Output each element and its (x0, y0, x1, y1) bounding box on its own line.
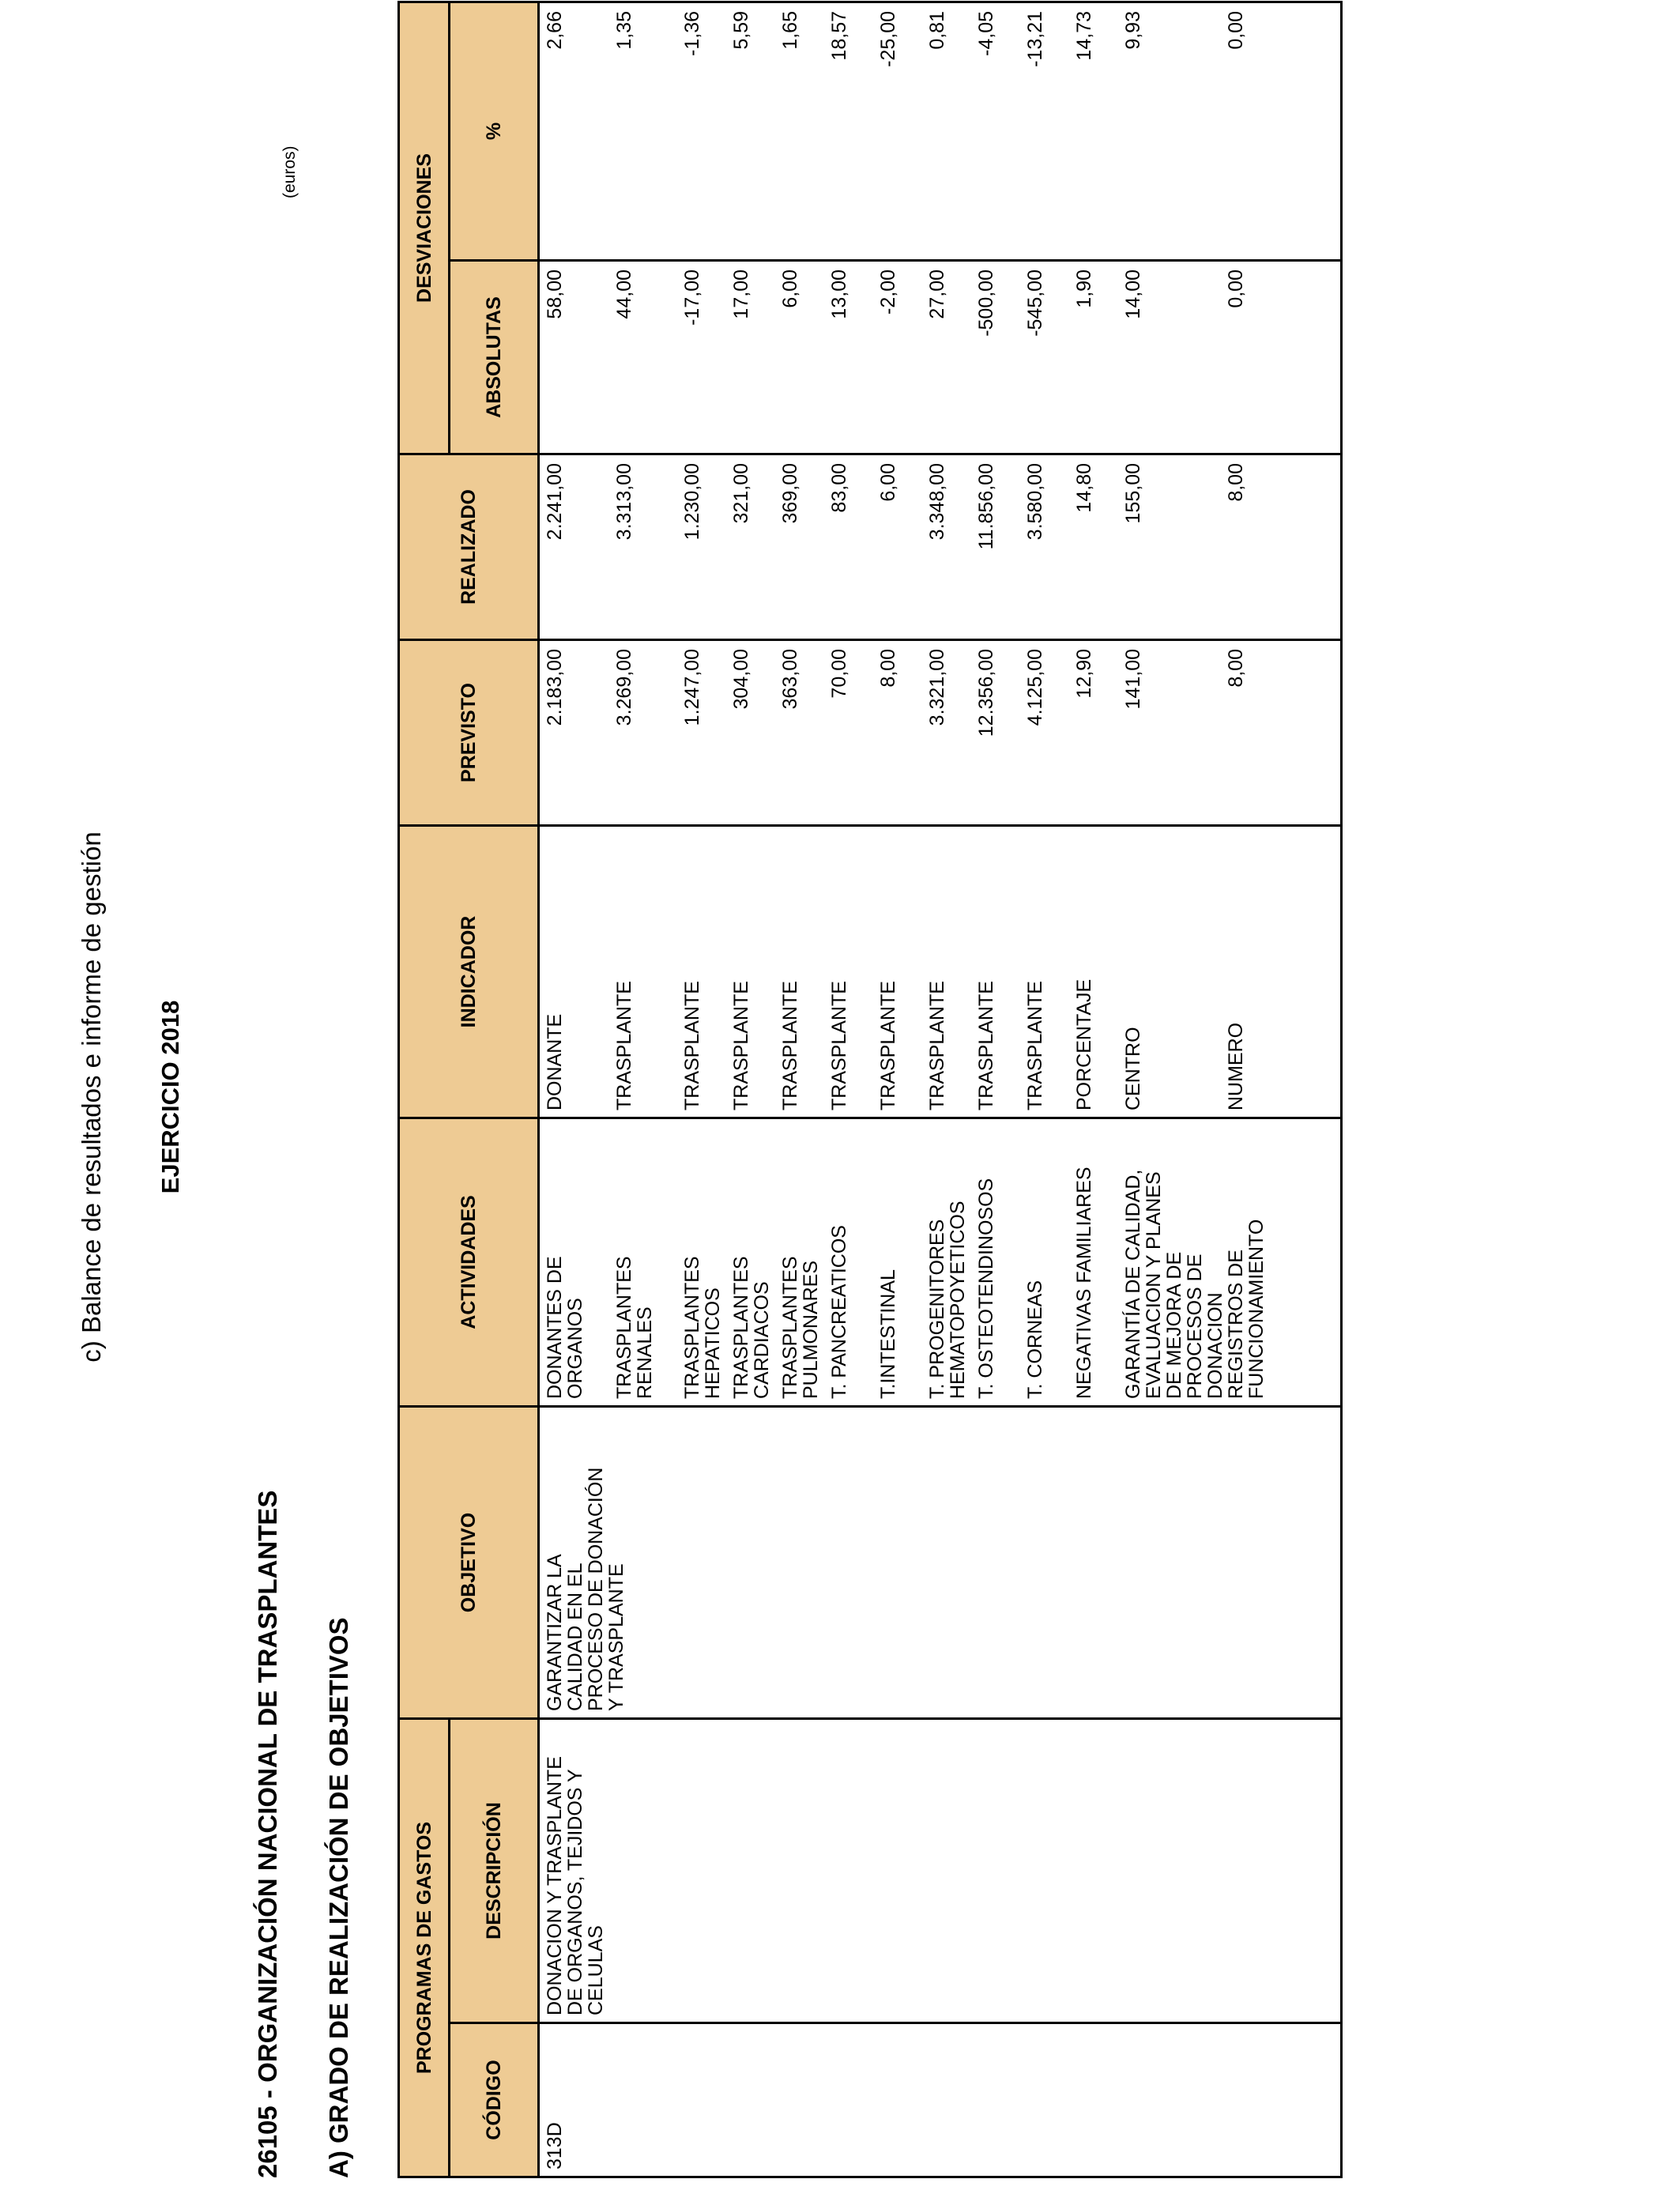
absolute-deviation: -545,00 (1025, 261, 1074, 454)
subtitle: A) GRADO DE REALIZACIÓN DE OBJETIVOS (324, 1617, 353, 2178)
units-label: (euros) (281, 145, 299, 198)
col-header-actividades: ACTIVIDADES (399, 1118, 539, 1407)
percent-deviation: 1,65 (780, 2, 829, 261)
activity: T. OSTEOTENDINOSOS (976, 1118, 1025, 1407)
activity: TRASPLANTES RENALES (614, 1118, 682, 1407)
planned-value: 3.321,00 (927, 640, 976, 826)
group-header-programas: PROGRAMAS DE GASTOS (399, 1719, 450, 2177)
activity: GARANTÍA DE CALIDAD, EVALUACION Y PLANES DE MEJORA DE PROCESOS DE DONACION (1123, 1118, 1226, 1407)
absolute-deviation: 17,00 (731, 261, 780, 454)
activity: TRASPLANTES PULMONARES (780, 1118, 829, 1407)
activity: TRASPLANTES CARDIACOS (731, 1118, 780, 1407)
indicator: TRASPLANTE (731, 826, 780, 1118)
col-header-codigo: CÓDIGO (450, 2023, 539, 2177)
section-title: c) Balance de resultados e informe de gestión (77, 831, 106, 1363)
col-header-descripcion: DESCRIPCIÓN (450, 1719, 539, 2023)
objectives-table (397, 1, 1343, 2178)
activity: T. PROGENITORES HEMATOPOYETICOS (927, 1118, 976, 1407)
actual-value: 1.230,00 (682, 454, 731, 640)
planned-value: 12,90 (1074, 640, 1123, 826)
percent-deviation: 18,57 (829, 2, 878, 261)
indicator: TRASPLANTE (682, 826, 731, 1118)
absolute-deviation: -500,00 (976, 261, 1025, 454)
percent-deviation: 14,73 (1074, 2, 1123, 261)
planned-value: 1.247,00 (682, 640, 731, 826)
absolute-deviation: 27,00 (927, 261, 976, 454)
indicator: TRASPLANTE (780, 826, 829, 1118)
absolute-deviation: 0,00 (1226, 261, 1342, 454)
actual-value: 8,00 (1226, 454, 1342, 640)
percent-deviation: -13,21 (1025, 2, 1074, 261)
absolute-deviation: 1,90 (1074, 261, 1123, 454)
actual-value: 155,00 (1123, 454, 1226, 640)
col-header-indicador: INDICADOR (399, 826, 539, 1118)
indicator: TRASPLANTE (927, 826, 976, 1118)
activity: T.INTESTINAL (878, 1118, 927, 1407)
actual-value: 3.313,00 (614, 454, 682, 640)
percent-deviation: -4,05 (976, 2, 1025, 261)
actual-value: 2.241,00 (539, 454, 615, 640)
planned-value: 141,00 (1123, 640, 1226, 826)
table-row (539, 2, 615, 2177)
planned-value: 4.125,00 (1025, 640, 1074, 826)
col-header-previsto: PREVISTO (399, 640, 539, 826)
program-code: 313D (539, 2023, 1342, 2177)
percent-deviation: 9,93 (1123, 2, 1226, 261)
organization-title: 26105 - ORGANIZACIÓN NACIONAL DE TRASPLANTES (253, 1490, 282, 2178)
percent-deviation: 2,66 (539, 2, 615, 261)
planned-value: 363,00 (780, 640, 829, 826)
actual-value: 3.348,00 (927, 454, 976, 640)
indicator: TRASPLANTE (1025, 826, 1074, 1118)
percent-deviation: 0,81 (927, 2, 976, 261)
percent-deviation: -25,00 (878, 2, 927, 261)
actual-value: 6,00 (878, 454, 927, 640)
col-header-absolutas: ABSOLUTAS (450, 261, 539, 454)
actual-value: 14,80 (1074, 454, 1123, 640)
absolute-deviation: -2,00 (878, 261, 927, 454)
actual-value: 83,00 (829, 454, 878, 640)
indicator: TRASPLANTE (976, 826, 1025, 1118)
activity: TRASPLANTES HEPATICOS (682, 1118, 731, 1407)
col-header-realizado: REALIZADO (399, 454, 539, 640)
absolute-deviation: 58,00 (539, 261, 615, 454)
indicator: TRASPLANTE (878, 826, 927, 1118)
planned-value: 304,00 (731, 640, 780, 826)
planned-value: 12.356,00 (976, 640, 1025, 826)
actual-value: 369,00 (780, 454, 829, 640)
indicator: TRASPLANTE (614, 826, 682, 1118)
activity: NEGATIVAS FAMILIARES (1074, 1118, 1123, 1407)
col-header-pct: % (450, 2, 539, 261)
absolute-deviation: 13,00 (829, 261, 878, 454)
absolute-deviation: 6,00 (780, 261, 829, 454)
actual-value: 321,00 (731, 454, 780, 640)
indicator: NUMERO (1226, 826, 1342, 1118)
percent-deviation: -1,36 (682, 2, 731, 261)
exercise-title: EJERCICIO 2018 (156, 1000, 184, 1194)
planned-value: 70,00 (829, 640, 878, 826)
actual-value: 3.580,00 (1025, 454, 1074, 640)
activity: REGISTROS DE FUNCIONAMIENTO (1226, 1118, 1342, 1407)
percent-deviation: 1,35 (614, 2, 682, 261)
table-body (539, 2, 1342, 2177)
planned-value: 2.183,00 (539, 640, 615, 826)
activity: T. PANCREATICOS (829, 1118, 878, 1407)
indicator: TRASPLANTE (829, 826, 878, 1118)
planned-value: 3.269,00 (614, 640, 682, 826)
indicator: DONANTE (539, 826, 615, 1118)
activity: DONANTES DE ORGANOS (539, 1118, 615, 1407)
col-header-objetivo: OBJETIVO (399, 1407, 539, 1719)
actual-value: 11.856,00 (976, 454, 1025, 640)
percent-deviation: 0,00 (1226, 2, 1342, 261)
planned-value: 8,00 (878, 640, 927, 826)
absolute-deviation: -17,00 (682, 261, 731, 454)
program-description: DONACION Y TRASPLANTE DE ORGANOS, TEJIDOS Y CELULAS (539, 1719, 1342, 2023)
group-header-desviaciones: DESVIACIONES (399, 2, 450, 454)
absolute-deviation: 14,00 (1123, 261, 1226, 454)
planned-value: 8,00 (1226, 640, 1342, 826)
indicator: PORCENTAJE (1074, 826, 1123, 1118)
percent-deviation: 5,59 (731, 2, 780, 261)
objective: GARANTIZAR LA CALIDAD EN EL PROCESO DE DONACIÓN Y TRASPLANTE (539, 1407, 1342, 1719)
indicator: CENTRO (1123, 826, 1226, 1118)
activity: T. CORNEAS (1025, 1118, 1074, 1407)
absolute-deviation: 44,00 (614, 261, 682, 454)
